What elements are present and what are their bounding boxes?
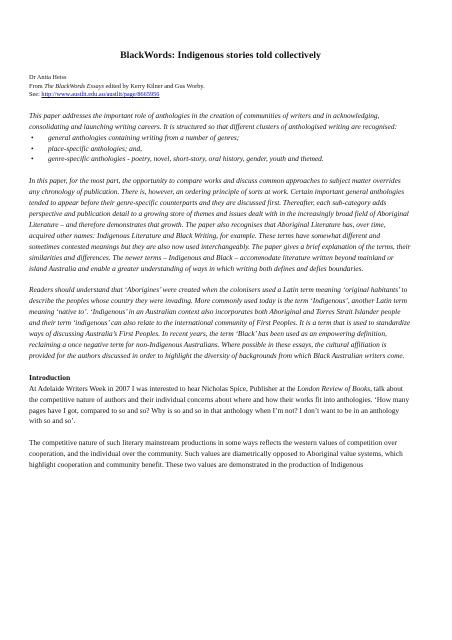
source-work-title: The BlackWords Essays (44, 82, 104, 90)
bullet-icon: • (31, 132, 34, 142)
source-line (29, 83, 412, 92)
introduction-paragraph-2: The competitive nature of such literary mainstream productions in some ways reflects the western values of competition over cooperation, and the individual over the community. Such values are diametrically opposed to Aboriginal value systems, which highlight cooperation and community benefit. These two values are demonstrated in the production of Indigenous (29, 438, 403, 470)
source-link[interactable]: http://www.austlit.edu.au/austlit/page/8665956 (41, 91, 160, 99)
abstract-paragraph-2: In this paper, for the most part, the opportunity to compare works and discuss common approaches to subject matter overrides any chronology of publication. There is, however, an ordering principle of sorts at work. Certain important general anthologies tended to appear before their genre-specific counterparts and they are discussed first. Thereafter, each sub-category adds perspective and publication detail to a growing store of themes and issues dealt with in the increasingly broad field of Aboriginal Literature – and therefore demonstrates that growth. The paper also recognises that Aboriginal Literature has, over time, acquired other names: Indigenous Literature and Black Writing, for example. These terms have somewhat different and sometimes contested meanings but they are also now used interchangeably. The paper gives a brief explanation of the terms, their similarities and differences. The newer terms – Indigenous and Black – accommodate literature written beyond mainland or island Australia and enable a greater understanding of ways in which writing both defines and defies boundaries. (29, 176, 411, 273)
abstract-paragraph-1: This paper addresses the important role of anthologies in the creation of communities of writers and in acknowledging, consolidating and launching writing careers. It is structured so that different clusters of anthologised writing are recognised: (29, 110, 398, 131)
source-prefix: From (29, 82, 45, 90)
list-item: • general anthologies containing writing from a number of genres; (31, 132, 240, 142)
source-suffix: edited by Kerry Kilner and Gus Worby. (103, 82, 205, 90)
publication-title: London Review of Books (297, 383, 371, 393)
bullet-icon: • (31, 143, 34, 153)
anthology-cluster-list (29, 133, 412, 166)
see-label: See: (29, 91, 42, 99)
bullet-icon: • (31, 154, 34, 164)
section-heading-introduction: Introduction (29, 372, 71, 382)
page-title: BlackWords: Indigenous stories told collectively (120, 50, 321, 61)
list-item: • genre-specific anthologies - poetry, novel, short-story, oral history, gender, youth and themed. (31, 154, 324, 164)
author-line: Dr Anita Heiss (29, 74, 67, 81)
introduction-paragraph-1: At Adelaide Writers Week in 2007 I was interested to hear Nicholas Spice, Publisher at the London Review of Books, talk about the competitive nature of authors and their individual concerns about where and how their works fit into anthologies. ‘How many pages have I got, compared to so and so? Why is so and so in that anthology when I’m not? I don’t want to be in an anthology with so and so’. (29, 383, 410, 426)
see-line (29, 91, 412, 100)
abstract-paragraph-3: Readers should understand that ‘Aborigines’ were created when the colonisers used a Latin term meaning ‘original habitants’ to describe the peoples whose country they were invading. More commonly used today is the term ‘Indigenous’, another Latin term meaning ‘native to’. ‘Indigenous’ in an Australian context also incorporates both Aboriginal and Torres Strait Islander people and their term ‘indigenous’ can also relate to the international community of First Peoples. It is a term that is used to standardize ways of discussing Australia’s First Peoples. In recent years, the term ‘Black’ has been used as an empowering definition, reclaiming a once negative term for non-Indigenous Australians. Where possible in these essays, the cultural affiliation is provided for the authors discussed in order to highlight the diversity of backgrounds from which Black Australian writers come. (29, 285, 411, 360)
list-item: • place-specific anthologies; and, (31, 143, 143, 153)
